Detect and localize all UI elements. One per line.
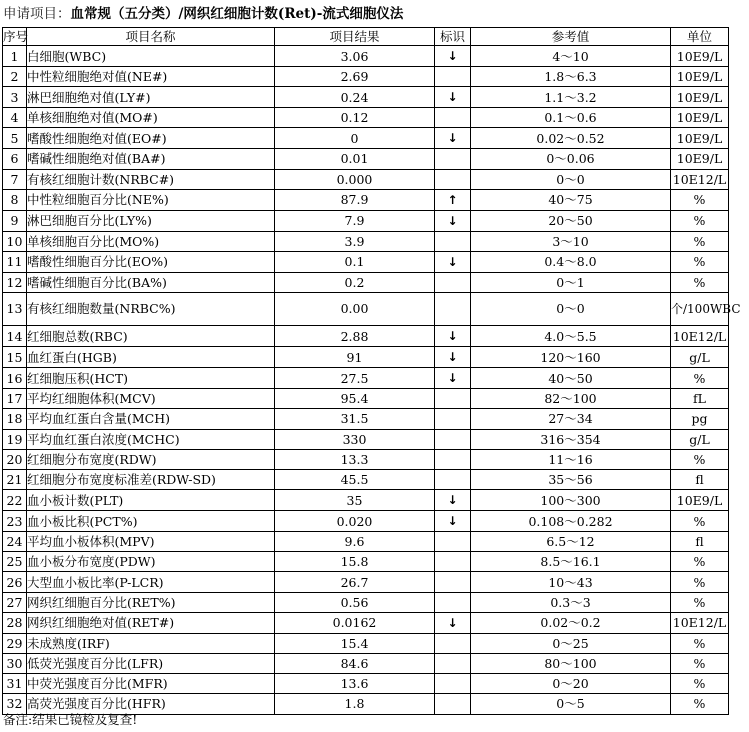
table-row — [3, 592, 729, 612]
item-result: 0 — [275, 128, 435, 149]
item-reference: 40～50 — [471, 368, 671, 389]
item-unit: g/L — [671, 347, 729, 368]
item-reference: 0～20 — [471, 674, 671, 694]
item-unit: fL — [671, 389, 729, 409]
item-result: 13.6 — [275, 674, 435, 694]
item-unit: % — [671, 210, 729, 231]
item-result: 15.8 — [275, 552, 435, 572]
item-unit: % — [671, 633, 729, 653]
item-unit: 10E12/L — [671, 612, 729, 633]
item-name: 嗜酸性细胞百分比(EO%) — [27, 251, 275, 272]
item-reference: 100～300 — [471, 490, 671, 511]
item-unit: 个/100WBC — [671, 293, 729, 326]
row-number: 24 — [3, 532, 27, 552]
item-reference: 3～10 — [471, 231, 671, 251]
item-reference: 4～10 — [471, 46, 671, 67]
item-flag — [435, 633, 471, 653]
table-row — [3, 272, 729, 292]
col-header-name: 项目名称 — [27, 28, 275, 46]
item-reference: 0.02～0.52 — [471, 128, 671, 149]
item-result: 2.88 — [275, 326, 435, 347]
item-result: 9.6 — [275, 532, 435, 552]
row-number: 17 — [3, 389, 27, 409]
item-name: 平均红细胞体积(MCV) — [27, 389, 275, 409]
item-flag — [435, 128, 471, 149]
item-result: 84.6 — [275, 654, 435, 674]
row-number: 26 — [3, 572, 27, 592]
item-flag — [435, 511, 471, 532]
table-row — [3, 409, 729, 429]
item-unit: 10E9/L — [671, 67, 729, 87]
item-unit: 10E12/L — [671, 169, 729, 189]
item-name: 高荧光强度百分比(HFR) — [27, 694, 275, 714]
item-flag — [435, 231, 471, 251]
item-name: 有核红细胞数量(NRBC%) — [27, 293, 275, 326]
item-unit: % — [671, 572, 729, 592]
item-unit: % — [671, 592, 729, 612]
arrow-down-icon: ↓ — [447, 615, 458, 630]
item-flag — [435, 694, 471, 714]
item-unit: 10E9/L — [671, 46, 729, 67]
item-unit: 10E9/L — [671, 149, 729, 169]
arrow-down-icon: ↓ — [447, 371, 458, 386]
item-name: 嗜碱性细胞百分比(BA%) — [27, 272, 275, 292]
item-reference: 4.0～5.5 — [471, 326, 671, 347]
table-row — [3, 674, 729, 694]
item-reference: 8.5～16.1 — [471, 552, 671, 572]
table-row — [3, 128, 729, 149]
item-unit: % — [671, 449, 729, 469]
item-flag — [435, 108, 471, 128]
row-number: 32 — [3, 694, 27, 714]
item-reference: 10～43 — [471, 572, 671, 592]
item-unit: 10E9/L — [671, 108, 729, 128]
item-unit: % — [671, 511, 729, 532]
item-flag — [435, 169, 471, 189]
arrow-down-icon: ↓ — [447, 329, 458, 344]
item-result: 0.00 — [275, 293, 435, 326]
item-flag — [435, 251, 471, 272]
table-body — [3, 46, 741, 715]
item-name: 平均血红蛋白浓度(MCHC) — [27, 429, 275, 449]
item-name: 单核细胞百分比(MO%) — [27, 231, 275, 251]
item-result: 87.9 — [275, 189, 435, 210]
item-name: 未成熟度(IRF) — [27, 633, 275, 653]
row-number: 9 — [3, 210, 27, 231]
row-number: 16 — [3, 368, 27, 389]
item-name: 中荧光强度百分比(MFR) — [27, 674, 275, 694]
row-number: 28 — [3, 612, 27, 633]
item-result: 0.0162 — [275, 612, 435, 633]
row-number: 31 — [3, 674, 27, 694]
item-reference: 0～1 — [471, 272, 671, 292]
item-reference: 0.1～0.6 — [471, 108, 671, 128]
item-unit: % — [671, 251, 729, 272]
table-row — [3, 293, 729, 326]
arrow-down-icon: ↓ — [447, 131, 458, 146]
item-name: 低荧光强度百分比(LFR) — [27, 654, 275, 674]
item-reference: 11～16 — [471, 449, 671, 469]
table-row — [3, 46, 729, 67]
item-unit: fl — [671, 532, 729, 552]
item-name: 血红蛋白(HGB) — [27, 347, 275, 368]
item-result: 3.9 — [275, 231, 435, 251]
item-flag — [435, 654, 471, 674]
item-name: 平均血小板体积(MPV) — [27, 532, 275, 552]
item-unit: % — [671, 189, 729, 210]
row-number: 11 — [3, 251, 27, 272]
table-row — [3, 449, 729, 469]
row-number: 13 — [3, 293, 27, 326]
item-flag — [435, 189, 471, 210]
table-row — [3, 210, 729, 231]
row-number: 20 — [3, 449, 27, 469]
item-flag — [435, 46, 471, 67]
item-unit: % — [671, 654, 729, 674]
item-result: 13.3 — [275, 449, 435, 469]
row-number: 25 — [3, 552, 27, 572]
item-result: 95.4 — [275, 389, 435, 409]
item-flag — [435, 326, 471, 347]
request-items: 血常规（五分类）/网织红细胞计数(Ret)-流式细胞仪法 — [70, 6, 404, 22]
table-row — [3, 87, 729, 108]
table-row — [3, 511, 729, 532]
row-number: 3 — [3, 87, 27, 108]
item-reference: 1.1～3.2 — [471, 87, 671, 108]
item-reference: 120～160 — [471, 347, 671, 368]
item-reference: 40～75 — [471, 189, 671, 210]
item-reference: 316～354 — [471, 429, 671, 449]
item-flag — [435, 389, 471, 409]
row-number: 12 — [3, 272, 27, 292]
item-name: 红细胞分布宽度标准差(RDW-SD) — [27, 469, 275, 489]
results-table — [2, 27, 741, 715]
item-result: 0.24 — [275, 87, 435, 108]
item-unit: % — [671, 674, 729, 694]
row-number: 23 — [3, 511, 27, 532]
item-name: 血小板分布宽度(PDW) — [27, 552, 275, 572]
item-unit: % — [671, 231, 729, 251]
item-name: 红细胞压积(HCT) — [27, 368, 275, 389]
table-row — [3, 231, 729, 251]
item-result: 0.56 — [275, 592, 435, 612]
item-reference: 20～50 — [471, 210, 671, 231]
item-flag — [435, 409, 471, 429]
item-flag — [435, 87, 471, 108]
item-flag — [435, 149, 471, 169]
row-number: 18 — [3, 409, 27, 429]
col-header-no: 序号 — [3, 29, 29, 44]
item-result: 3.06 — [275, 46, 435, 67]
table-row — [3, 429, 729, 449]
item-result: 0.000 — [275, 169, 435, 189]
item-result: 2.69 — [275, 67, 435, 87]
row-number: 29 — [3, 633, 27, 653]
table-row — [3, 368, 729, 389]
request-label: 申请项目： — [3, 6, 71, 22]
table-row — [3, 572, 729, 592]
item-unit: 10E9/L — [671, 128, 729, 149]
item-unit: % — [671, 694, 729, 714]
item-result: 27.5 — [275, 368, 435, 389]
item-name: 中性粒细胞绝对值(NE#) — [27, 67, 275, 87]
arrow-down-icon: ↓ — [447, 90, 458, 105]
item-name: 有核红细胞计数(NRBC#) — [27, 169, 275, 189]
item-unit: 10E9/L — [671, 87, 729, 108]
row-number: 2 — [3, 67, 27, 87]
item-name: 嗜酸性细胞绝对值(EO#) — [27, 128, 275, 149]
item-reference: 27～34 — [471, 409, 671, 429]
item-unit: % — [671, 552, 729, 572]
item-result: 0.12 — [275, 108, 435, 128]
row-number: 27 — [3, 592, 27, 612]
item-unit: 10E12/L — [671, 326, 729, 347]
col-header-unit: 单位 — [671, 28, 729, 46]
item-reference: 35～56 — [471, 469, 671, 489]
table-header-row — [3, 28, 729, 46]
item-result: 31.5 — [275, 409, 435, 429]
item-flag — [435, 592, 471, 612]
row-number: 10 — [3, 231, 27, 251]
item-unit: pg — [671, 409, 729, 429]
table-row — [3, 633, 729, 653]
table-row — [3, 108, 729, 128]
item-reference: 80～100 — [471, 654, 671, 674]
item-reference: 0～5 — [471, 694, 671, 714]
item-reference: 1.8～6.3 — [471, 67, 671, 87]
item-reference: 0～0.06 — [471, 149, 671, 169]
item-reference: 6.5～12 — [471, 532, 671, 552]
item-flag — [435, 272, 471, 292]
table-row — [3, 532, 729, 552]
item-reference: 0.02～0.2 — [471, 612, 671, 633]
item-reference: 0～0 — [471, 169, 671, 189]
table-row — [3, 169, 729, 189]
footer-note: 备注:结果已镜检及复查! — [3, 712, 138, 727]
col-header-ref: 参考值 — [471, 28, 671, 46]
table-row — [3, 67, 729, 87]
item-name: 血小板比积(PCT%) — [27, 511, 275, 532]
arrow-down-icon: ↓ — [447, 254, 458, 269]
row-number: 22 — [3, 490, 27, 511]
arrow-down-icon: ↓ — [447, 213, 458, 228]
row-number: 4 — [3, 108, 27, 128]
item-flag — [435, 67, 471, 87]
item-flag — [435, 674, 471, 694]
item-name: 淋巴细胞绝对值(LY#) — [27, 87, 275, 108]
item-flag — [435, 469, 471, 489]
item-name: 红细胞总数(RBC) — [27, 326, 275, 347]
item-result: 26.7 — [275, 572, 435, 592]
item-result: 0.020 — [275, 511, 435, 532]
table-row — [3, 251, 729, 272]
item-name: 淋巴细胞百分比(LY%) — [27, 210, 275, 231]
table-row — [3, 149, 729, 169]
item-name: 网织红细胞百分比(RET%) — [27, 592, 275, 612]
item-unit: fl — [671, 469, 729, 489]
row-number: 7 — [3, 169, 27, 189]
row-number: 19 — [3, 429, 27, 449]
item-unit: 10E9/L — [671, 490, 729, 511]
item-unit: % — [671, 272, 729, 292]
item-reference: 0.4～8.0 — [471, 251, 671, 272]
table-row — [3, 189, 729, 210]
col-header-flag: 标识 — [435, 28, 471, 46]
item-result: 15.4 — [275, 633, 435, 653]
row-number: 1 — [3, 46, 27, 67]
item-name: 单核细胞绝对值(MO#) — [27, 108, 275, 128]
arrow-down-icon: ↓ — [447, 49, 458, 63]
item-flag — [435, 552, 471, 572]
item-flag — [435, 429, 471, 449]
arrow-down-icon: ↓ — [447, 493, 458, 508]
item-result: 0.1 — [275, 251, 435, 272]
item-reference: 0.108～0.282 — [471, 511, 671, 532]
item-flag — [435, 210, 471, 231]
item-result: 91 — [275, 347, 435, 368]
item-result: 7.9 — [275, 210, 435, 231]
item-result: 0.2 — [275, 272, 435, 292]
item-flag — [435, 572, 471, 592]
item-flag — [435, 612, 471, 633]
item-name: 红细胞分布宽度(RDW) — [27, 449, 275, 469]
table-row — [3, 654, 729, 674]
table-row — [3, 490, 729, 511]
item-unit: % — [671, 368, 729, 389]
col-header-result: 项目结果 — [275, 28, 435, 46]
item-flag — [435, 449, 471, 469]
item-name: 白细胞(WBC) — [27, 46, 275, 67]
item-reference: 0.3～3 — [471, 592, 671, 612]
table-row — [3, 389, 729, 409]
item-reference: 0～0 — [471, 293, 671, 326]
item-unit: g/L — [671, 429, 729, 449]
item-result: 1.8 — [275, 694, 435, 714]
row-number: 30 — [3, 654, 27, 674]
item-flag — [435, 490, 471, 511]
item-reference: 82～100 — [471, 389, 671, 409]
item-reference: 0～25 — [471, 633, 671, 653]
row-number: 21 — [3, 469, 27, 489]
row-number: 6 — [3, 149, 27, 169]
request-header — [3, 3, 403, 25]
item-result: 0.01 — [275, 149, 435, 169]
row-number: 8 — [3, 189, 27, 210]
arrow-down-icon: ↓ — [447, 350, 458, 365]
item-flag — [435, 293, 471, 326]
item-result: 330 — [275, 429, 435, 449]
table-row — [3, 347, 729, 368]
item-name: 大型血小板比率(P-LCR) — [27, 572, 275, 592]
table-row — [3, 612, 729, 633]
row-number: 15 — [3, 347, 27, 368]
item-result: 35 — [275, 490, 435, 511]
item-result: 45.5 — [275, 469, 435, 489]
table-row — [3, 552, 729, 572]
table-row — [3, 469, 729, 489]
table-row — [3, 326, 729, 347]
item-flag — [435, 368, 471, 389]
item-name: 平均血红蛋白含量(MCH) — [27, 409, 275, 429]
item-name: 中性粒细胞百分比(NE%) — [27, 189, 275, 210]
row-number: 14 — [3, 326, 27, 347]
arrow-down-icon: ↓ — [447, 514, 458, 529]
item-flag — [435, 532, 471, 552]
arrow-up-icon: ↑ — [447, 192, 458, 207]
item-name: 嗜碱性细胞绝对值(BA#) — [27, 149, 275, 169]
item-flag — [435, 347, 471, 368]
item-name: 网织红细胞绝对值(RET#) — [27, 612, 275, 633]
row-number: 5 — [3, 128, 27, 149]
item-name: 血小板计数(PLT) — [27, 490, 275, 511]
